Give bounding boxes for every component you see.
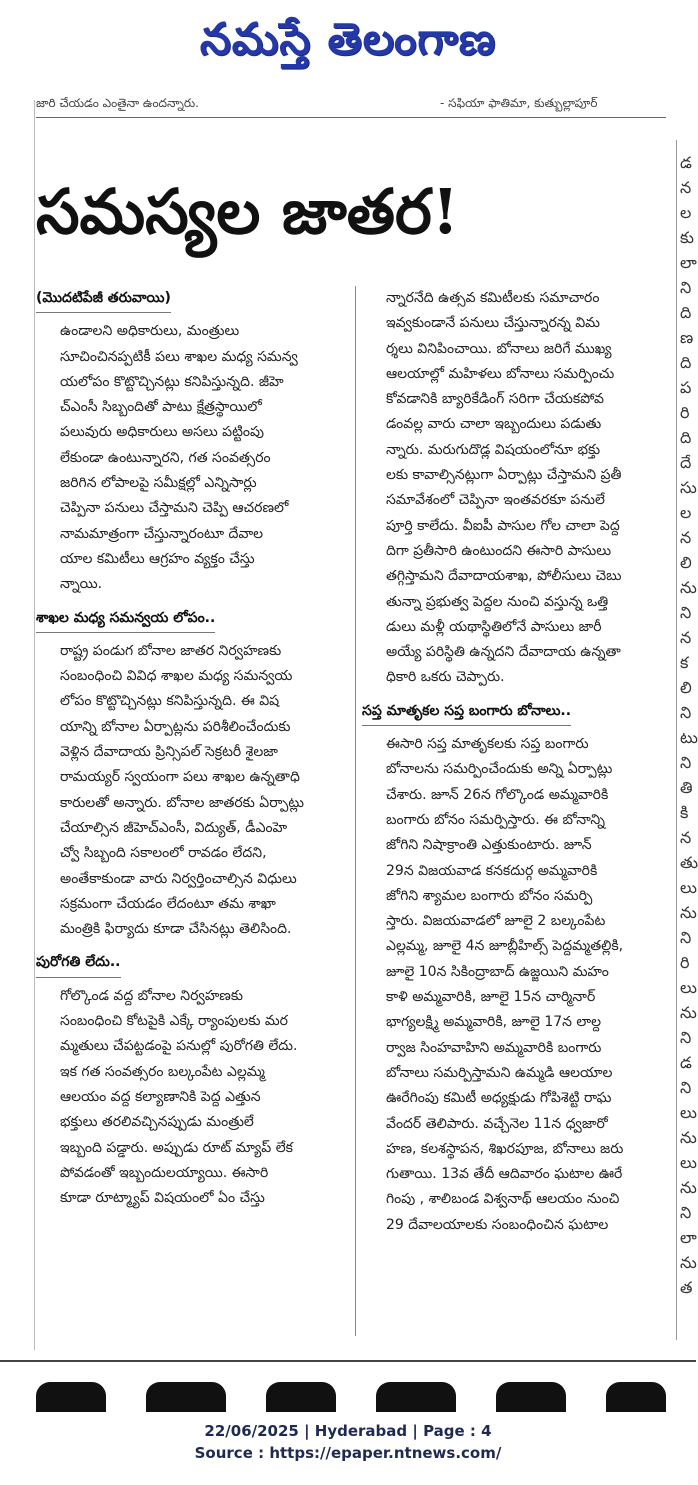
cutline-left: జారి చేయడం ఎంతైనా ఉందన్నారు. bbox=[36, 96, 199, 110]
edge-fragment: ని bbox=[680, 278, 692, 297]
edge-fragment: న bbox=[680, 528, 692, 547]
article-line: చేశారు. జూన్ 26న గోల్కొండ అమ్మవారికి bbox=[386, 786, 609, 803]
article-line: బంగారు బోనం సమర్పిస్తారు. ఈ బోనాన్ని bbox=[386, 811, 605, 828]
article-paragraph bbox=[36, 319, 346, 597]
bottom-divider bbox=[0, 1360, 696, 1362]
article-line: ఎల్లమ్మ, జూలై 4న జూబ్లీహిల్స్ పెద్దమ్మతల్లికి, bbox=[386, 938, 624, 955]
edge-fragment: లి bbox=[680, 553, 692, 572]
edge-fragment: న bbox=[680, 628, 692, 647]
article-line: సంబంధించి కోటపైకి ఎక్కే ర్యాంపులకు మర bbox=[60, 1013, 288, 1030]
article-line: డంవల్ల వారు చాలా ఇబ్బందులు పడుతు bbox=[386, 416, 602, 433]
subheading: శాఖల మధ్య సమన్వయ లోపం.. bbox=[36, 606, 215, 633]
article-line: పూర్తి కాలేదు. వీఐపీ పాసుల గోల చాలా పెద్ద bbox=[386, 517, 620, 534]
edge-fragment: ని bbox=[680, 1028, 692, 1047]
article-line: వేందర్ తెలిపారు. వచ్చేనెల 11న ధ్వజారో bbox=[386, 1115, 608, 1132]
edge-fragment: డ bbox=[680, 153, 692, 172]
article-column-right bbox=[362, 286, 672, 1238]
edge-fragment: రి bbox=[680, 953, 690, 972]
subheading: సప్త మాతృకల సప్త బంగారు బోనాలు.. bbox=[362, 699, 571, 726]
article-line: న్నారు. మరుగుదొడ్ల విషయంలోనూ భక్తు bbox=[386, 441, 601, 458]
cutline-right: - సఫియా ఫాతిమా, కుత్బుల్లాపూర్ bbox=[440, 96, 598, 110]
adjacent-column-fragments bbox=[680, 150, 696, 1330]
article-line: అయ్యే పరిస్థితి ఉన్నదని దేవాదాయ ఉన్నతా bbox=[386, 644, 621, 661]
edge-fragment: లు bbox=[680, 978, 697, 997]
edge-fragment: ని bbox=[680, 603, 692, 622]
edge-fragment: లు bbox=[680, 1103, 697, 1122]
edge-fragment: టు bbox=[680, 728, 698, 747]
article-line: లకు కావాల్సినట్లుగా ఏర్పాట్లు చేస్తామని ప్రతీ bbox=[386, 467, 622, 484]
edge-fragment: తు bbox=[680, 853, 698, 872]
edge-fragment: లా bbox=[680, 1228, 697, 1247]
article-line: కారులతో అన్నారు. బోనాల జాతరకు ఏర్పాట్లు bbox=[60, 794, 304, 811]
edge-fragment: తి bbox=[680, 778, 693, 797]
edge-fragment: ల bbox=[680, 503, 692, 522]
edge-fragment: ను bbox=[680, 1253, 697, 1272]
article-line: మంత్రికి ఫిర్యాదు కూడా చేసినట్లు తెలిసింది. bbox=[60, 921, 292, 938]
article-line: సమావేశంలో చెప్పినా ఇంతవరకూ పనులే bbox=[386, 492, 605, 509]
article-line: గోల్కొండ వద్ద బోనాల నిర్వహణకు bbox=[60, 987, 244, 1004]
headline-glyph-fragment bbox=[606, 1382, 666, 1412]
article-line: గుతాయి. 13వ తేదీ ఆదివారం ఘటాల ఊరే bbox=[386, 1166, 623, 1183]
edge-fragment: ది bbox=[680, 428, 692, 447]
column-divider bbox=[355, 286, 356, 1336]
article-line: సక్రమంగా చేయడం లేదంటూ తమ శాఖా bbox=[60, 895, 276, 912]
article-line: లోపం కొట్టొచ్చినట్లు కనిపిస్తున్నది. ఈ విష bbox=[60, 693, 280, 710]
headline-glyph-fragment bbox=[146, 1382, 226, 1412]
edge-fragment: కు bbox=[680, 228, 694, 247]
article-line: ఇవ్వకుండానే పనులు చేస్తున్నారన్న విమ bbox=[386, 315, 600, 332]
edition-info: 22/06/2025 | Hyderabad | Page : 4 bbox=[204, 1422, 492, 1440]
article-line: చ్వో సిబ్బంది సకాలంలో రావడం లేదని, bbox=[60, 845, 267, 862]
edge-fragment: దే bbox=[680, 453, 692, 472]
article-line: వెళ్లిన దేవాదాయ ప్రిన్సిపల్ సెక్రటరీ శైలజా bbox=[60, 744, 278, 761]
edge-fragment: సు bbox=[680, 478, 697, 497]
top-divider bbox=[36, 117, 666, 118]
article-line: పలువురు అధికారులు అసలు పట్టింపు bbox=[60, 424, 264, 441]
article-headline: సమస్యల జాతర! bbox=[36, 175, 459, 248]
edge-fragment: లి bbox=[680, 678, 692, 697]
article-line: జూలై 10న సికింద్రాబాద్ ఉజ్జయిని మహం bbox=[386, 963, 609, 980]
article-line: జరిగిన లోపాలపై సమీక్షల్లో ఎన్నిసార్లు bbox=[60, 475, 257, 492]
headline-glyph-fragment bbox=[36, 1382, 106, 1412]
next-article-headline-fragment bbox=[36, 1370, 676, 1406]
article-line: పోవడంతో ఇబ్బందులయ్యాయి. ఈసారి bbox=[60, 1164, 269, 1181]
article-line: యలోపం కొట్టొచ్చినట్లు కనిపిస్తున్నది. జీహె bbox=[60, 373, 284, 390]
article-line: దిగా ప్రతీసారి ఉంటుందని ఈసారి పాసులు bbox=[386, 542, 612, 559]
article-line: మ్మతులు చేపట్టడంపై పనుల్లో పురోగతి లేదు. bbox=[60, 1038, 298, 1055]
source-link[interactable]: Source : https://epaper.ntnews.com/ bbox=[194, 1444, 502, 1462]
edge-fragment: లా bbox=[680, 253, 697, 272]
edge-fragment: ది bbox=[680, 303, 692, 322]
edge-fragment: ని bbox=[680, 703, 692, 722]
article-line: రాష్ట్ర పండుగ బోనాల జాతర నిర్వహణకు bbox=[60, 642, 282, 659]
article-line: కాళి అమ్మవారికి, జూలై 15న చార్మినార్ bbox=[386, 989, 596, 1006]
edge-fragment: డ bbox=[680, 1053, 692, 1072]
edge-fragment: కి bbox=[680, 803, 689, 822]
edge-fragment: న bbox=[680, 178, 692, 197]
article-paragraph bbox=[362, 286, 672, 691]
article-line: సూచించినప్పటికీ పలు శాఖల మధ్య సమన్వ bbox=[60, 348, 298, 365]
continuation-note: (మొదటిపేజీ తరువాయి) bbox=[36, 286, 171, 313]
footer bbox=[0, 1420, 696, 1464]
article-line: లేకుండా ఉంటున్నారని, గత సంవత్సరం bbox=[60, 449, 271, 466]
edge-fragment: రి bbox=[680, 403, 690, 422]
article-paragraph bbox=[36, 984, 346, 1212]
edge-fragment: న bbox=[680, 828, 692, 847]
article-line: కూడా రూట్మ్యాప్ విషయంలో ఏం చేస్తు bbox=[60, 1190, 265, 1207]
edge-fragment: ను bbox=[680, 903, 697, 922]
edge-fragment: ణ bbox=[680, 328, 694, 347]
article-line: ఆలయాల్లో మహిళలు బోనాలు సమర్పించు bbox=[386, 365, 615, 382]
article-line: తగ్గిస్తామని దేవాదాయశాఖ, పోలీసులు చెబు bbox=[386, 568, 622, 585]
edge-fragment: త bbox=[680, 1278, 693, 1297]
article-line: చేయాల్సిన జీహెచ్ఎంసీ, విద్యుత్, డీఎంహె bbox=[60, 819, 288, 836]
edge-fragment: లు bbox=[680, 878, 697, 897]
article-line: భక్తులు తరలివచ్చినప్పుడు మంత్రులే bbox=[60, 1114, 254, 1131]
article-line: జోగిని నిషాక్రాంతి ఎత్తుకుంటారు. జూన్ bbox=[386, 837, 592, 854]
article-line: 29 దేవాలయాలకు సంబంధించిన ఘటాల bbox=[386, 1216, 609, 1233]
edge-fragment: ప bbox=[680, 378, 692, 397]
edge-fragment: ను bbox=[680, 1003, 697, 1022]
article-line: హణ, కలశస్థాపన, శిఖరపూజ, బోనాలు జరు bbox=[386, 1140, 624, 1157]
article-line: యాన్ని బోనాల ఏర్పాట్లను పరిశీలించేందుకు bbox=[60, 718, 291, 735]
headline-glyph-fragment bbox=[496, 1382, 566, 1412]
article-line: బోనాలు సమర్పిస్తామని ఉమ్మడి ఆలయాల bbox=[386, 1064, 613, 1081]
article-line: ఇబ్బంది పడ్డారు. అప్పుడు రూట్ మ్యాప్ లేక bbox=[60, 1139, 293, 1156]
edge-fragment: ని bbox=[680, 753, 692, 772]
edge-fragment: ను bbox=[680, 578, 697, 597]
article-line: ఈసారి సప్త మాతృకలకు సప్త బంగారు bbox=[386, 736, 589, 753]
article-paragraph bbox=[362, 732, 672, 1238]
article-line: డులు మళ్లీ యథాస్థితిలోనే పాసులు జారీ bbox=[386, 618, 602, 635]
article-line: అంతేకాకుండా వారు నిర్వర్తించాల్సిన విధులు bbox=[60, 870, 297, 887]
article-line: ర్శలు వినిపించాయి. బోనాలు జరిగే ముఖ్య bbox=[386, 340, 612, 357]
article-line: కోవడానికి బ్యారికేడింగ్ సరిగా చేయకపోవ bbox=[386, 391, 604, 408]
article-line: భాగ్యలక్ష్మి అమ్మవారికి, జూలై 17న లాల్ద bbox=[386, 1014, 602, 1031]
article-line: ఊరేగింపు కమిటీ అధ్యక్షుడు గోపిశెట్టి రాఘ bbox=[386, 1090, 612, 1107]
article-line: ర్వాజ సింహవాహిని అమ్మవారికి బంగారు bbox=[386, 1039, 602, 1056]
article-line: యాల కమిటీలు ఆగ్రహం వ్యక్తం చేస్తు bbox=[60, 550, 255, 567]
article-line: రామయ్యర్ స్వయంగా పలు శాఖల ఉన్నతాధి bbox=[60, 769, 300, 786]
article-line: ఇక గత సంవత్సరం బల్కంపేట ఎల్లమ్మ bbox=[60, 1063, 265, 1080]
article-line: ధికారి ఒకరు చెప్పారు. bbox=[386, 669, 505, 686]
edge-fragment: లు bbox=[680, 1153, 697, 1172]
article-column-left bbox=[36, 286, 346, 1211]
newspaper-logo: నమస్తే తెలంగాణ bbox=[199, 14, 497, 65]
edge-fragment: ని bbox=[680, 928, 692, 947]
edge-fragment: ది bbox=[680, 353, 692, 372]
article-line: ఆలయం వద్ద కల్యాణానికి పెద్ద ఎత్తున bbox=[60, 1088, 261, 1105]
article-line: చెప్పినా పనులు చేస్తామని చెప్పి ఆచరణలో bbox=[60, 500, 289, 517]
edge-fragment: ను bbox=[680, 1178, 697, 1197]
right-margin-divider bbox=[676, 140, 677, 1340]
left-margin-divider bbox=[34, 100, 35, 1350]
article-line: తున్నా ప్రభుత్వ పెద్దల నుంచి వస్తున్న ఒత్తి bbox=[386, 593, 609, 610]
article-line: 29న విజయవాడ కనకదుర్గ అమ్మవారికి bbox=[386, 862, 598, 879]
article-line: ఉండాలని అధికారులు, మంత్రులు bbox=[60, 323, 240, 340]
article-line: సంబంధించి వివిధ శాఖల మధ్య సమన్వయ bbox=[60, 668, 293, 685]
article-line: బోనాలను సమర్పించేందుకు అన్ని ఏర్పాట్లు bbox=[386, 761, 613, 778]
subheading: పురోగతి లేదు.. bbox=[36, 950, 121, 977]
headline-glyph-fragment bbox=[266, 1382, 336, 1412]
article-line: గింపు , శాలిబండ విశ్వనాథ్ ఆలయం నుంచి bbox=[386, 1191, 620, 1208]
edge-fragment: ని bbox=[680, 1203, 692, 1222]
edge-fragment: ను bbox=[680, 1128, 697, 1147]
article-line: న్నాయి. bbox=[60, 576, 103, 593]
masthead bbox=[0, 0, 696, 90]
article-line: చ్ఎంసీ సిబ్బందితో పాటు క్షేత్రస్థాయిలో bbox=[60, 399, 262, 416]
article-line: జోగిని శ్యామల బంగారు బోనం సమర్పి bbox=[386, 887, 593, 904]
edge-fragment: ల bbox=[680, 203, 692, 222]
headline-glyph-fragment bbox=[376, 1382, 456, 1412]
edge-fragment: ని bbox=[680, 1078, 692, 1097]
edge-fragment: క bbox=[680, 653, 689, 672]
article-line: నామమాత్రంగా చేస్తున్నారంటూ దేవాల bbox=[60, 525, 264, 542]
article-line: న్నారనేది ఉత్సవ కమిటీలకు సమాచారం bbox=[386, 290, 600, 306]
article-line: స్తారు. విజయవాడలో జూలై 2 బల్కంపేట bbox=[386, 913, 606, 930]
article-paragraph bbox=[36, 639, 346, 943]
